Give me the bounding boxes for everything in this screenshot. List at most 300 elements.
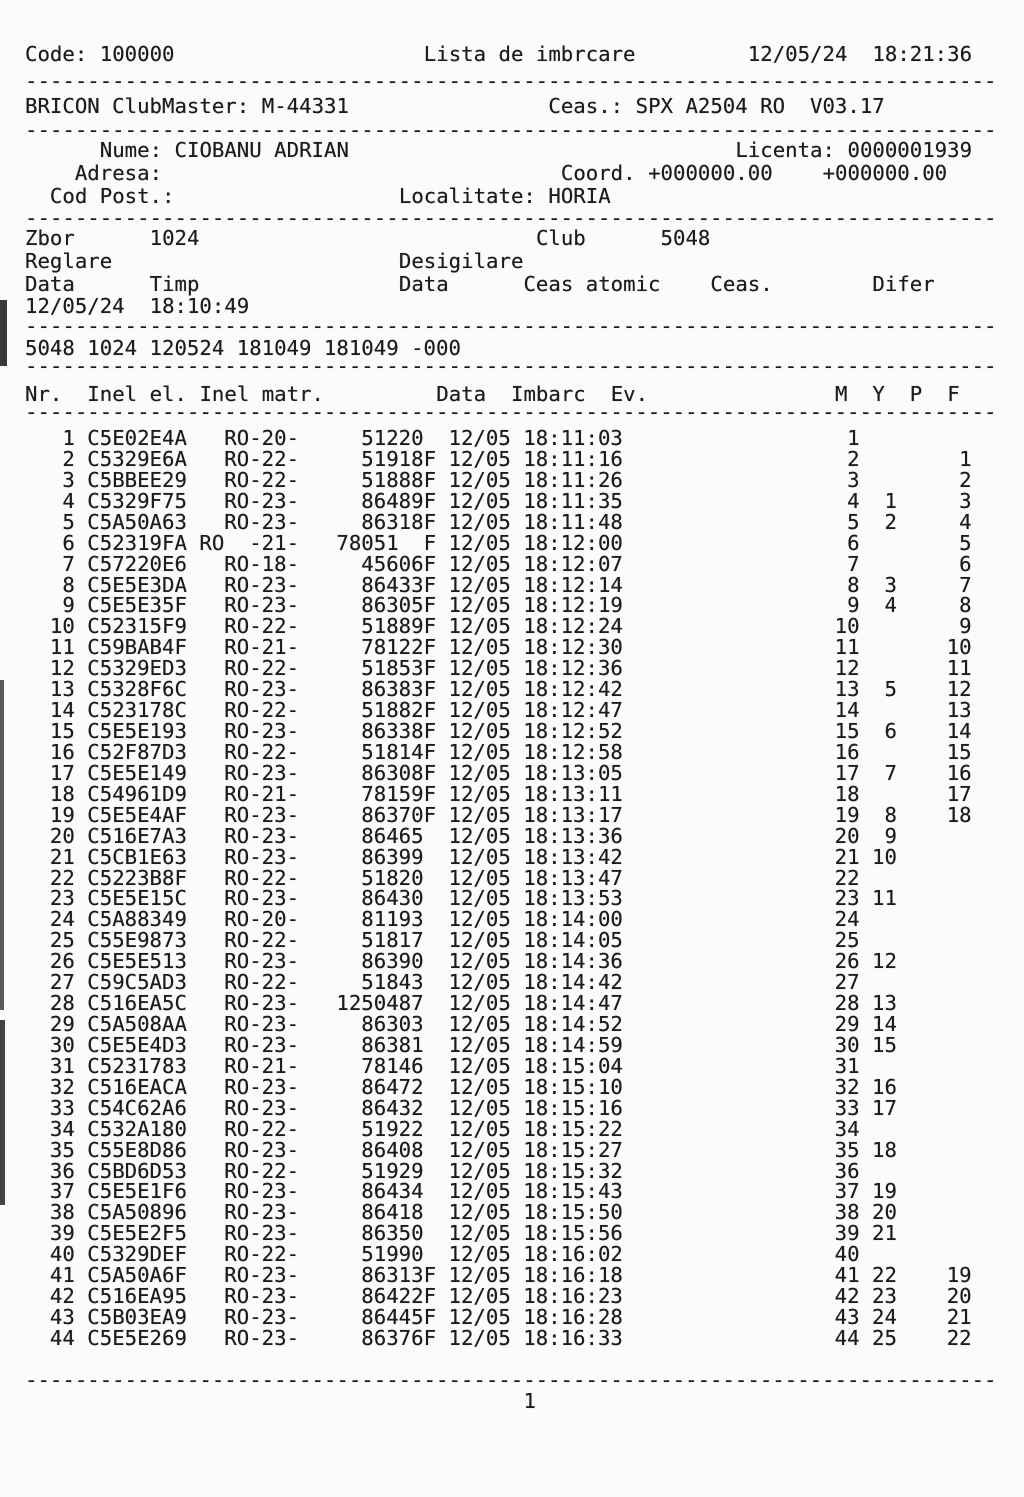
col-date: 12/05: [448, 760, 524, 785]
col-time: 18:16:02: [523, 1242, 623, 1267]
col-header-nr: Nr.: [25, 382, 63, 406]
col-y: 21: [859, 1221, 897, 1246]
col-ring-matr: RO-22- 51929: [199, 1158, 449, 1183]
col-nr: 5: [25, 509, 75, 534]
ceas-atomic-label: Ceas atomic: [523, 272, 661, 296]
col-ring-matr: RO-20- 81193: [199, 907, 449, 932]
col-y: 22: [859, 1263, 897, 1288]
col-nr: 39: [25, 1221, 75, 1246]
col-m: 16: [622, 739, 860, 764]
col-nr: 33: [25, 1095, 75, 1120]
col-ring-matr: RO-23- 86308F: [199, 760, 449, 785]
col-m: 28: [622, 991, 860, 1016]
table-row: [25, 553, 972, 575]
col-ring-matr: RO-22- 51882F: [199, 698, 449, 723]
col-date: 12/05: [448, 991, 524, 1016]
col-m: 15: [622, 719, 860, 744]
table-row: [25, 1327, 972, 1349]
col-f: 17: [896, 781, 972, 806]
col-time: 18:12:14: [523, 572, 623, 597]
col-nr: 20: [25, 823, 75, 848]
col-nr: 35: [25, 1137, 75, 1162]
col-m: 23: [622, 886, 860, 911]
col-m: 22: [622, 865, 860, 890]
col-ring-el: C5E5E513: [74, 949, 200, 974]
col-y: 10: [859, 844, 897, 869]
col-time: 18:14:05: [523, 928, 623, 953]
col-time: 18:14:52: [523, 1012, 623, 1037]
col-ring-matr: RO-23- 86418: [199, 1200, 449, 1225]
coord-lon: +000000.00: [822, 161, 948, 185]
col-nr: 31: [25, 1053, 75, 1078]
col-date: 12/05: [448, 698, 524, 723]
table-row: [25, 1180, 972, 1202]
col-f: 4: [896, 509, 972, 534]
col-ring-matr: RO-21- 78122F: [199, 635, 449, 660]
table-row: [25, 1160, 972, 1182]
col-ring-matr: RO-22- 51817: [199, 928, 449, 953]
col-ring-el: C5E5E1F6: [74, 1179, 200, 1204]
table-row: [25, 532, 972, 554]
col-ring-el: C5E5E35F: [74, 593, 200, 618]
set-date: 12/05/24: [25, 294, 125, 318]
col-nr: 18: [25, 781, 75, 806]
col-ring-el: C5E5E15C: [74, 886, 200, 911]
separator-line: ------------------------------------------------------------------------------: [25, 118, 997, 142]
reglare-line: [25, 250, 1024, 272]
col-y: 17: [859, 1095, 897, 1120]
col-f: 11: [896, 656, 972, 681]
col-m: 29: [622, 1012, 860, 1037]
licence-value: 0000001939: [847, 138, 973, 162]
col-ring-matr: RO-21- 78159F: [199, 781, 449, 806]
locality-label: Localitate:: [398, 184, 536, 208]
col-nr: 26: [25, 949, 75, 974]
col-ring-matr: RO-18- 45606F: [199, 551, 449, 576]
table-row: [25, 867, 972, 889]
data2-label: Data: [398, 272, 449, 296]
table-row: [25, 720, 972, 742]
col-y: 13: [859, 991, 897, 1016]
col-time: 18:14:36: [523, 949, 623, 974]
col-ring-matr: RO-23- 86489F: [199, 488, 449, 513]
col-header-inel-el: Inel el.: [87, 382, 187, 406]
col-ring-el: C5A50896: [74, 1200, 200, 1225]
col-time: 18:12:30: [523, 635, 623, 660]
col-y: 19: [859, 1179, 897, 1204]
col-time: 18:11:03: [523, 426, 623, 450]
col-y: 11: [859, 886, 897, 911]
col-m: 34: [622, 1116, 860, 1141]
table-row: [25, 657, 972, 679]
table-row: [25, 992, 972, 1014]
col-m: 36: [622, 1158, 860, 1183]
separator-line: ------------------------------------------------------------------------------: [25, 206, 997, 230]
col-time: 18:12:00: [523, 530, 623, 555]
col-ring-matr: RO-22- 51922: [199, 1116, 449, 1141]
col-ring-el: C532A180: [74, 1116, 200, 1141]
col-time: 18:16:18: [523, 1263, 623, 1288]
col-ring-el: C55E8D86: [74, 1137, 200, 1162]
col-m: 33: [622, 1095, 860, 1120]
col-nr: 43: [25, 1305, 75, 1330]
col-time: 18:14:47: [523, 991, 623, 1016]
table-row: [25, 846, 972, 868]
col-y: 18: [859, 1137, 897, 1162]
col-date: 12/05: [448, 426, 524, 450]
col-time: 18:15:10: [523, 1074, 623, 1099]
col-ring-el: C516EA95: [74, 1284, 200, 1309]
separator-line: ------------------------------------------------------------------------------: [25, 69, 997, 93]
col-date: 12/05: [448, 530, 524, 555]
col-f: 19: [896, 1263, 972, 1288]
table-row: [25, 804, 972, 826]
col-date: 12/05: [448, 1116, 524, 1141]
col-m: 9: [622, 593, 860, 618]
name-value: CIOBANU ADRIAN: [174, 138, 349, 162]
col-ring-el: C5A50A6F: [74, 1263, 200, 1288]
code-label: Code:: [25, 42, 88, 66]
col-date: 12/05: [448, 551, 524, 576]
col-m: 10: [622, 614, 860, 639]
col-date: 12/05: [448, 970, 524, 995]
col-date: 12/05: [448, 781, 524, 806]
col-m: 14: [622, 698, 860, 723]
col-nr: 23: [25, 886, 75, 911]
col-m: 41: [622, 1263, 860, 1288]
col-header-y: Y: [872, 382, 885, 406]
col-ring-el: C5A88349: [74, 907, 200, 932]
table-row: [25, 678, 972, 700]
club-label: Club: [535, 226, 586, 250]
col-time: 18:15:56: [523, 1221, 623, 1246]
col-date: 12/05: [448, 614, 524, 639]
col-y: 4: [859, 593, 897, 618]
col-m: 20: [622, 823, 860, 848]
clock-value: SPX A2504 RO V03.17: [635, 94, 885, 118]
col-y: 20: [859, 1200, 897, 1225]
report-header-line: [25, 43, 1024, 65]
col-f: 14: [896, 719, 972, 744]
print-time: 18:21:36: [872, 42, 973, 66]
club-value: 5048: [660, 226, 711, 250]
col-date: 12/05: [448, 1012, 524, 1037]
col-nr: 37: [25, 1179, 75, 1204]
col-nr: 9: [25, 593, 75, 618]
table-row: [25, 783, 972, 805]
col-m: 13: [622, 677, 860, 702]
col-ring-el: C5329DEF: [74, 1242, 200, 1267]
col-ring-el: C5223B8F: [74, 865, 200, 890]
col-m: 11: [622, 635, 860, 660]
col-nr: 28: [25, 991, 75, 1016]
col-nr: 30: [25, 1032, 75, 1057]
timp-label: Timp: [149, 272, 200, 296]
col-date: 12/05: [448, 1137, 524, 1162]
col-f: 22: [896, 1325, 972, 1350]
col-m: 4: [622, 488, 860, 513]
table-row: [25, 741, 972, 763]
col-nr: 41: [25, 1263, 75, 1288]
col-ring-matr: RO-23- 86383F: [199, 677, 449, 702]
col-ring-el: C5329E6A: [74, 446, 200, 471]
col-m: 1: [622, 426, 860, 450]
col-ring-el: C5BD6D53: [74, 1158, 200, 1183]
col-ring-el: C5E02E4A: [74, 426, 200, 450]
col-date: 12/05: [448, 1242, 524, 1267]
table-row: [25, 1285, 972, 1307]
col-ring-el: C57220E6: [74, 551, 200, 576]
col-ring-el: C5E5E4AF: [74, 802, 200, 827]
col-m: 38: [622, 1200, 860, 1225]
col-nr: 2: [25, 446, 75, 471]
col-nr: 6: [25, 530, 75, 555]
col-ring-el: C5BBEE29: [74, 467, 200, 492]
col-ring-matr: RO-20- 51220: [199, 426, 449, 450]
col-f: 6: [896, 551, 972, 576]
col-nr: 7: [25, 551, 75, 576]
clock-label: Ceas.:: [548, 94, 624, 118]
table-row: [25, 636, 972, 658]
col-date: 12/05: [448, 739, 524, 764]
col-time: 18:15:04: [523, 1053, 623, 1078]
col-ring-matr: RO-22- 51918F: [199, 446, 449, 471]
col-date: 12/05: [448, 907, 524, 932]
col-f: 12: [896, 677, 972, 702]
col-m: 5: [622, 509, 860, 534]
col-ring-matr: RO-22- 51853F: [199, 656, 449, 681]
table-row: [25, 1034, 972, 1056]
col-nr: 36: [25, 1158, 75, 1183]
table-row: [25, 1243, 972, 1265]
separator-line: ------------------------------------------------------------------------------: [25, 354, 997, 378]
col-ring-el: C523178C: [74, 698, 200, 723]
reglare-label: Reglare: [25, 249, 113, 273]
table-row: [25, 448, 972, 470]
table-row: [25, 594, 972, 616]
col-nr: 17: [25, 760, 75, 785]
col-header-m: M: [835, 382, 848, 406]
col-ring-matr: RO-23- 86338F: [199, 719, 449, 744]
col-m: 7: [622, 551, 860, 576]
col-time: 18:16:28: [523, 1305, 623, 1330]
col-date: 12/05: [448, 1200, 524, 1225]
col-time: 18:13:53: [523, 886, 623, 911]
col-m: 6: [622, 530, 860, 555]
col-y: 24: [859, 1305, 897, 1330]
col-ring-matr: RO-23- 86376F: [199, 1325, 449, 1350]
col-time: 18:13:36: [523, 823, 623, 848]
col-date: 12/05: [448, 802, 524, 827]
col-time: 18:12:19: [523, 593, 623, 618]
table-row: [25, 699, 972, 721]
col-ring-el: C5328F6C: [74, 677, 200, 702]
table-row: [25, 490, 972, 512]
postcode-label: Cod Post.:: [49, 184, 175, 208]
code-value: 100000: [99, 42, 175, 66]
col-time: 18:15:50: [523, 1200, 623, 1225]
member-postcode-line: [25, 185, 1024, 207]
report-title: Lista de imbrcare: [423, 42, 636, 66]
member-address-line: [25, 162, 1024, 184]
col-date: 12/05: [448, 1158, 524, 1183]
col-ring-el: C516EA5C: [74, 991, 200, 1016]
col-ring-matr: RO-23- 86465: [199, 823, 449, 848]
footer-line: [25, 1390, 1024, 1412]
table-row: [25, 1264, 972, 1286]
col-date: 12/05: [448, 949, 524, 974]
col-time: 18:12:47: [523, 698, 623, 723]
member-name-line: [25, 139, 1024, 161]
col-f: 15: [896, 739, 972, 764]
col-date: 12/05: [448, 1179, 524, 1204]
col-f: 1: [896, 446, 972, 471]
col-m: 19: [622, 802, 860, 827]
col-nr: 16: [25, 739, 75, 764]
col-m: 35: [622, 1137, 860, 1162]
col-m: 37: [622, 1179, 860, 1204]
col-date: 12/05: [448, 1053, 524, 1078]
col-y: 8: [859, 802, 897, 827]
col-ring-el: C5329F75: [74, 488, 200, 513]
col-nr: 8: [25, 572, 75, 597]
col-m: 42: [622, 1284, 860, 1309]
col-m: 39: [622, 1221, 860, 1246]
col-ring-matr: RO-23- 86303: [199, 1012, 449, 1037]
table-row: [25, 1118, 972, 1140]
col-date: 12/05: [448, 509, 524, 534]
col-ring-el: C5231783: [74, 1053, 200, 1078]
col-nr: 4: [25, 488, 75, 513]
table-row: [25, 1306, 972, 1328]
coord-lat: +000000.00: [648, 161, 773, 185]
col-header-data: Data: [436, 382, 487, 406]
col-ring-matr: RO-23- 86381: [199, 1032, 449, 1057]
set-time: 18:10:49: [149, 294, 250, 318]
col-date: 12/05: [448, 865, 524, 890]
col-m: 44: [622, 1325, 860, 1350]
table-row: [25, 1139, 972, 1161]
col-y: 16: [859, 1074, 897, 1099]
col-ring-matr: RO-23- 86434: [199, 1179, 449, 1204]
col-m: 8: [622, 572, 860, 597]
col-nr: 12: [25, 656, 75, 681]
col-date: 12/05: [448, 844, 524, 869]
table-row: [25, 1201, 972, 1223]
col-ring-matr: RO-23- 86350: [199, 1221, 449, 1246]
col-ring-matr: RO-22- 51814F: [199, 739, 449, 764]
col-m: 27: [622, 970, 860, 995]
col-m: 3: [622, 467, 860, 492]
col-m: 24: [622, 907, 860, 932]
col-time: 18:12:42: [523, 677, 623, 702]
col-date: 12/05: [448, 635, 524, 660]
col-y: 1: [859, 488, 897, 513]
col-nr: 40: [25, 1242, 75, 1267]
table-row: [25, 1222, 972, 1244]
col-time: 18:12:58: [523, 739, 623, 764]
scan-artifact: [0, 1020, 5, 1205]
ceas-label: Ceas.: [710, 272, 773, 296]
col-nr: 22: [25, 865, 75, 890]
col-ring-matr: RO-22- 51843: [199, 970, 449, 995]
col-m: 32: [622, 1074, 860, 1099]
print-date: 12/05/24: [747, 42, 848, 66]
table-row: [25, 1097, 972, 1119]
desigilare-label: Desigilare: [398, 249, 524, 273]
col-time: 18:13:47: [523, 865, 623, 890]
col-nr: 27: [25, 970, 75, 995]
col-header-inel-matr: Inel matr.: [199, 382, 325, 406]
col-y: 14: [859, 1012, 897, 1037]
table-row: [25, 511, 972, 533]
col-date: 12/05: [448, 656, 524, 681]
col-date: 12/05: [448, 1074, 524, 1099]
col-nr: 3: [25, 467, 75, 492]
col-ring-matr: RO-23- 86305F: [199, 593, 449, 618]
col-ring-el: C5329ED3: [74, 656, 200, 681]
summary-values: 5048 1024 120524 181049 181049 -000: [25, 336, 461, 360]
data-label: Data: [25, 272, 75, 296]
col-m: 25: [622, 928, 860, 953]
licence-label: Licenta:: [735, 138, 835, 162]
col-f: 8: [896, 593, 972, 618]
table-row: [25, 1055, 972, 1077]
col-date: 12/05: [448, 1221, 524, 1246]
col-f: 3: [896, 488, 972, 513]
col-header-ev: Ev.: [610, 382, 649, 406]
col-nr: 19: [25, 802, 75, 827]
col-ring-matr: RO-23- 86408: [199, 1137, 449, 1162]
zbor-value: 1024: [149, 226, 200, 250]
col-ring-matr: RO-23- 86472: [199, 1074, 449, 1099]
col-ring-matr: RO-23- 86370F: [199, 802, 449, 827]
table-row: [25, 887, 972, 909]
col-ring-matr: RO-23- 86318F: [199, 509, 449, 534]
col-nr: 21: [25, 844, 75, 869]
col-ring-el: C59BAB4F: [74, 635, 200, 660]
table-row: [25, 950, 972, 972]
col-time: 18:11:16: [523, 446, 623, 471]
race-columns-line: [25, 273, 1024, 295]
separator-line: ------------------------------------------------------------------------------: [25, 1368, 997, 1392]
col-time: 18:14:42: [523, 970, 623, 995]
col-ring-el: C516EACA: [74, 1074, 200, 1099]
col-y: 9: [859, 823, 897, 848]
col-ring-el: C55E9873: [74, 928, 200, 953]
col-header-f: F: [947, 382, 960, 406]
col-f: 9: [896, 614, 972, 639]
scan-artifact: [0, 300, 7, 366]
table-row: [25, 1076, 972, 1098]
col-y: 12: [859, 949, 897, 974]
col-time: 18:13:42: [523, 844, 623, 869]
col-f: 5: [896, 530, 972, 555]
coord-label: Coord.: [560, 161, 636, 185]
col-m: 26: [622, 949, 860, 974]
col-f: 2: [896, 467, 972, 492]
device-label: BRICON ClubMaster:: [25, 94, 250, 118]
col-f: 21: [896, 1305, 972, 1330]
col-y: 5: [859, 677, 897, 702]
col-ring-el: C516E7A3: [74, 823, 200, 848]
col-ring-el: C5E5E193: [74, 719, 200, 744]
col-time: 18:15:16: [523, 1095, 623, 1120]
col-y: 25: [859, 1325, 897, 1350]
col-date: 12/05: [448, 572, 524, 597]
col-time: 18:12:07: [523, 551, 623, 576]
col-time: 18:16:33: [523, 1325, 623, 1350]
